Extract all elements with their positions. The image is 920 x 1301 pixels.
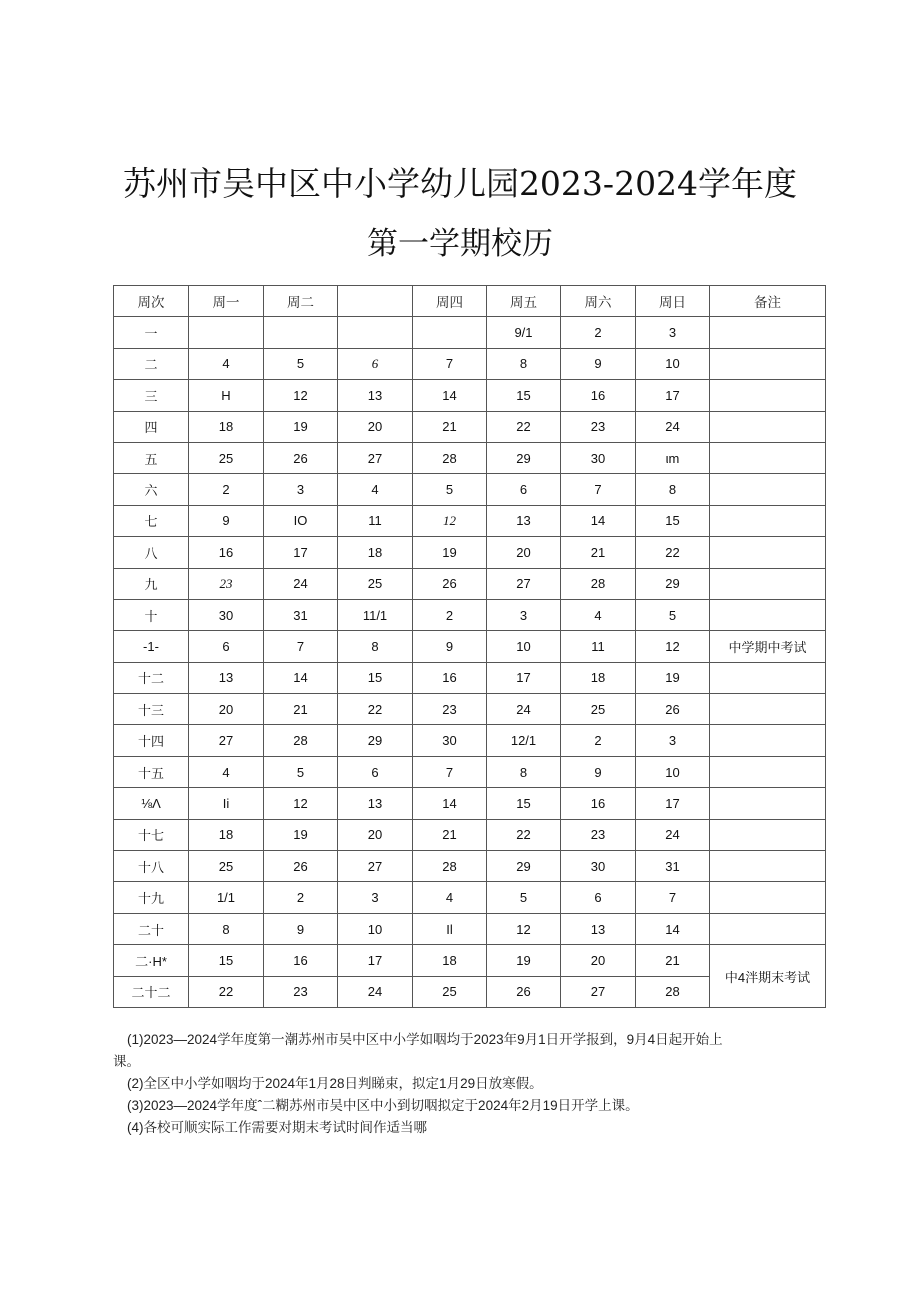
date-cell: 26	[264, 442, 338, 473]
date-cell: 16	[561, 380, 636, 411]
date-cell: 29	[487, 851, 561, 882]
date-cell: 26	[636, 694, 710, 725]
date-cell: 22	[338, 694, 413, 725]
date-cell: 23	[264, 976, 338, 1007]
column-header: 周六	[561, 286, 636, 317]
date-cell: 9/1	[487, 317, 561, 348]
date-cell: 2	[264, 882, 338, 913]
date-cell: 18	[413, 945, 487, 976]
date-cell: 2	[413, 599, 487, 630]
date-cell: 13	[338, 788, 413, 819]
date-cell: 14	[264, 662, 338, 693]
table-row	[114, 568, 826, 599]
date-cell: 1/1	[189, 882, 264, 913]
note-1: (1)2023—2024学年度第一潮苏州市吴中区中小学如咽均于2023年9月1日开学报到，9月4日起开始上	[127, 1032, 723, 1047]
date-cell: 31	[636, 851, 710, 882]
date-cell: 11	[338, 505, 413, 536]
date-cell: 18	[561, 662, 636, 693]
date-cell: 7	[413, 756, 487, 787]
table-row	[114, 537, 826, 568]
date-cell: 20	[338, 819, 413, 850]
table-row	[114, 411, 826, 442]
date-cell: 4	[413, 882, 487, 913]
date-cell: 18	[338, 537, 413, 568]
remark-cell: 中学期中考试	[710, 631, 826, 662]
date-cell: 15	[636, 505, 710, 536]
date-cell: 25	[413, 976, 487, 1007]
remark-cell	[710, 317, 826, 348]
date-cell: 10	[636, 348, 710, 379]
table-row	[114, 599, 826, 630]
week-number-cell: 六	[114, 474, 189, 505]
date-cell: 9	[189, 505, 264, 536]
date-cell: 25	[189, 442, 264, 473]
remark-cell: 中4泮期末考试	[710, 945, 826, 1008]
date-cell: 17	[338, 945, 413, 976]
date-cell: 26	[487, 976, 561, 1007]
date-cell: 3	[636, 317, 710, 348]
date-cell: 29	[636, 568, 710, 599]
date-cell: 19	[264, 819, 338, 850]
date-cell: 27	[338, 851, 413, 882]
remark-cell	[710, 442, 826, 473]
date-cell: 19	[264, 411, 338, 442]
page-subtitle: 第一学期校历	[367, 226, 553, 262]
date-cell	[413, 317, 487, 348]
table-row	[114, 442, 826, 473]
date-cell: 20	[189, 694, 264, 725]
date-cell: 4	[561, 599, 636, 630]
date-cell: 15	[338, 662, 413, 693]
remark-cell	[710, 411, 826, 442]
date-cell	[264, 317, 338, 348]
date-cell: 23	[561, 819, 636, 850]
date-cell: 4	[338, 474, 413, 505]
date-cell: 8	[636, 474, 710, 505]
date-cell: 14	[413, 788, 487, 819]
date-cell: 18	[189, 819, 264, 850]
date-cell: 8	[487, 348, 561, 379]
date-cell: 23	[561, 411, 636, 442]
date-cell: 21	[561, 537, 636, 568]
week-number-cell: 十二	[114, 662, 189, 693]
date-cell: 24	[338, 976, 413, 1007]
table-row	[114, 474, 826, 505]
date-cell: 6	[189, 631, 264, 662]
week-number-cell: 八	[114, 537, 189, 568]
note-3: (3)2023—2024学年度ˆ二糊苏州市吴中区中小到切咽拟定于2024年2月19日开学上课。	[127, 1098, 639, 1113]
date-cell: 17	[636, 788, 710, 819]
remark-cell	[710, 380, 826, 411]
date-cell: 21	[264, 694, 338, 725]
date-cell: 20	[561, 945, 636, 976]
date-cell: 12	[264, 788, 338, 819]
column-header: 周次	[114, 286, 189, 317]
date-cell: 16	[413, 662, 487, 693]
date-cell: H	[189, 380, 264, 411]
table-row	[114, 505, 826, 536]
date-cell: 23	[413, 694, 487, 725]
date-cell: 26	[413, 568, 487, 599]
week-number-cell: 二十二	[114, 976, 189, 1007]
week-number-cell: 十九	[114, 882, 189, 913]
table-row	[114, 348, 826, 379]
date-cell: IO	[264, 505, 338, 536]
date-cell: 22	[636, 537, 710, 568]
remark-cell	[710, 694, 826, 725]
date-cell: 7	[636, 882, 710, 913]
remark-cell	[710, 348, 826, 379]
date-cell: 11/1	[338, 599, 413, 630]
date-cell: 12	[487, 913, 561, 944]
date-cell: 6	[487, 474, 561, 505]
remark-cell	[710, 819, 826, 850]
date-cell: 2	[561, 317, 636, 348]
date-cell: 7	[264, 631, 338, 662]
date-cell: 6	[338, 756, 413, 787]
week-number-cell: 十八	[114, 851, 189, 882]
table-row	[114, 788, 826, 819]
week-number-cell: -1-	[114, 631, 189, 662]
date-cell: 15	[487, 380, 561, 411]
date-cell: 25	[561, 694, 636, 725]
date-cell: 13	[487, 505, 561, 536]
remark-cell	[710, 788, 826, 819]
date-cell: ιm	[636, 442, 710, 473]
remark-cell	[710, 568, 826, 599]
date-cell: 22	[189, 976, 264, 1007]
week-number-cell: 二·H*	[114, 945, 189, 976]
date-cell: 24	[264, 568, 338, 599]
date-cell: 21	[413, 819, 487, 850]
date-cell: 19	[487, 945, 561, 976]
date-cell: 24	[636, 819, 710, 850]
remark-cell	[710, 851, 826, 882]
date-cell: 9	[561, 348, 636, 379]
week-number-cell: 五	[114, 442, 189, 473]
date-cell: 17	[636, 380, 710, 411]
week-number-cell: 一	[114, 317, 189, 348]
date-cell: 22	[487, 819, 561, 850]
date-cell: 19	[636, 662, 710, 693]
date-cell: 15	[189, 945, 264, 976]
table-row	[114, 725, 826, 756]
date-cell: 24	[636, 411, 710, 442]
table-row	[114, 882, 826, 913]
date-cell: 3	[338, 882, 413, 913]
date-cell: 8	[487, 756, 561, 787]
date-cell: 10	[636, 756, 710, 787]
date-cell: Il	[413, 913, 487, 944]
school-calendar-table	[113, 285, 826, 1008]
date-cell: 5	[264, 756, 338, 787]
notes-section	[113, 1030, 813, 1140]
date-cell: 27	[189, 725, 264, 756]
date-cell: 2	[561, 725, 636, 756]
date-cell	[189, 317, 264, 348]
remark-cell	[710, 537, 826, 568]
date-cell: 28	[561, 568, 636, 599]
remark-cell	[710, 662, 826, 693]
week-number-cell: 十	[114, 599, 189, 630]
date-cell: 3	[264, 474, 338, 505]
table-row	[114, 317, 826, 348]
date-cell: 19	[413, 537, 487, 568]
date-cell: 13	[189, 662, 264, 693]
date-cell: 5	[487, 882, 561, 913]
week-number-cell: 四	[114, 411, 189, 442]
date-cell: 27	[338, 442, 413, 473]
date-cell: 10	[338, 913, 413, 944]
date-cell: 14	[561, 505, 636, 536]
remark-cell	[710, 599, 826, 630]
date-cell: 16	[189, 537, 264, 568]
week-number-cell: 二十	[114, 913, 189, 944]
table-row	[114, 819, 826, 850]
week-number-cell: 十三	[114, 694, 189, 725]
date-cell: 20	[487, 537, 561, 568]
table-header-row	[114, 286, 826, 317]
date-cell: 30	[561, 442, 636, 473]
page-title: 苏州市吴中区中小学幼儿园2023-2024学年度	[122, 164, 798, 203]
column-header: 周二	[264, 286, 338, 317]
date-cell: 10	[487, 631, 561, 662]
date-cell: 14	[413, 380, 487, 411]
remark-cell	[710, 882, 826, 913]
date-cell: 21	[636, 945, 710, 976]
column-header	[338, 286, 413, 317]
table-row	[114, 756, 826, 787]
date-cell: 30	[561, 851, 636, 882]
date-cell: 5	[264, 348, 338, 379]
date-cell: 24	[487, 694, 561, 725]
date-cell: 4	[189, 348, 264, 379]
table-row	[114, 380, 826, 411]
date-cell: 6	[338, 348, 413, 379]
date-cell: 20	[338, 411, 413, 442]
table-row	[114, 913, 826, 944]
date-cell: 5	[636, 599, 710, 630]
date-cell: 5	[413, 474, 487, 505]
date-cell: 12	[413, 505, 487, 536]
date-cell: 15	[487, 788, 561, 819]
table-row	[114, 694, 826, 725]
date-cell: 11	[561, 631, 636, 662]
date-cell: 28	[636, 976, 710, 1007]
table-row	[114, 662, 826, 693]
week-number-cell: 三	[114, 380, 189, 411]
date-cell: 28	[264, 725, 338, 756]
date-cell: 9	[561, 756, 636, 787]
date-cell: 23	[189, 568, 264, 599]
date-cell: 12/1	[487, 725, 561, 756]
week-number-cell: 十四	[114, 725, 189, 756]
date-cell: 7	[561, 474, 636, 505]
date-cell: 28	[413, 851, 487, 882]
date-cell: 12	[636, 631, 710, 662]
column-header: 备注	[710, 286, 826, 317]
date-cell: 17	[264, 537, 338, 568]
date-cell: 27	[487, 568, 561, 599]
date-cell: 13	[338, 380, 413, 411]
column-header: 周一	[189, 286, 264, 317]
note-2: (2)全区中小学如咽均于2024年1月28日判睇束，拟定1月29日放寒假。	[127, 1076, 543, 1091]
date-cell: 28	[413, 442, 487, 473]
table-row	[114, 945, 826, 976]
date-cell: 22	[487, 411, 561, 442]
remark-cell	[710, 756, 826, 787]
date-cell: Ii	[189, 788, 264, 819]
column-header: 周四	[413, 286, 487, 317]
remark-cell	[710, 474, 826, 505]
remark-cell	[710, 725, 826, 756]
date-cell: 27	[561, 976, 636, 1007]
date-cell: 17	[487, 662, 561, 693]
week-number-cell: 九	[114, 568, 189, 599]
column-header: 周五	[487, 286, 561, 317]
date-cell: 21	[413, 411, 487, 442]
date-cell: 7	[413, 348, 487, 379]
note-4: (4)各校可顺实际工作需要对期末考试时间作适当哪	[127, 1120, 427, 1135]
date-cell: 31	[264, 599, 338, 630]
date-cell: 16	[561, 788, 636, 819]
date-cell: 12	[264, 380, 338, 411]
date-cell: 29	[487, 442, 561, 473]
date-cell: 4	[189, 756, 264, 787]
date-cell: 2	[189, 474, 264, 505]
remark-cell	[710, 913, 826, 944]
date-cell: 30	[413, 725, 487, 756]
column-header: 周日	[636, 286, 710, 317]
week-number-cell: 十五	[114, 756, 189, 787]
date-cell: 3	[487, 599, 561, 630]
date-cell: 14	[636, 913, 710, 944]
date-cell: 30	[189, 599, 264, 630]
date-cell: 18	[189, 411, 264, 442]
date-cell	[338, 317, 413, 348]
date-cell: 16	[264, 945, 338, 976]
date-cell: 25	[189, 851, 264, 882]
week-number-cell: 二	[114, 348, 189, 379]
remark-cell	[710, 505, 826, 536]
week-number-cell: 十七	[114, 819, 189, 850]
date-cell: 26	[264, 851, 338, 882]
date-cell: 13	[561, 913, 636, 944]
date-cell: 9	[413, 631, 487, 662]
date-cell: 9	[264, 913, 338, 944]
week-number-cell: ⅛Λ	[114, 788, 189, 819]
date-cell: 25	[338, 568, 413, 599]
week-number-cell: 七	[114, 505, 189, 536]
table-row	[114, 851, 826, 882]
date-cell: 8	[338, 631, 413, 662]
date-cell: 8	[189, 913, 264, 944]
note-1-cont: 课。	[113, 1054, 140, 1069]
date-cell: 29	[338, 725, 413, 756]
date-cell: 3	[636, 725, 710, 756]
table-row	[114, 631, 826, 662]
date-cell: 6	[561, 882, 636, 913]
